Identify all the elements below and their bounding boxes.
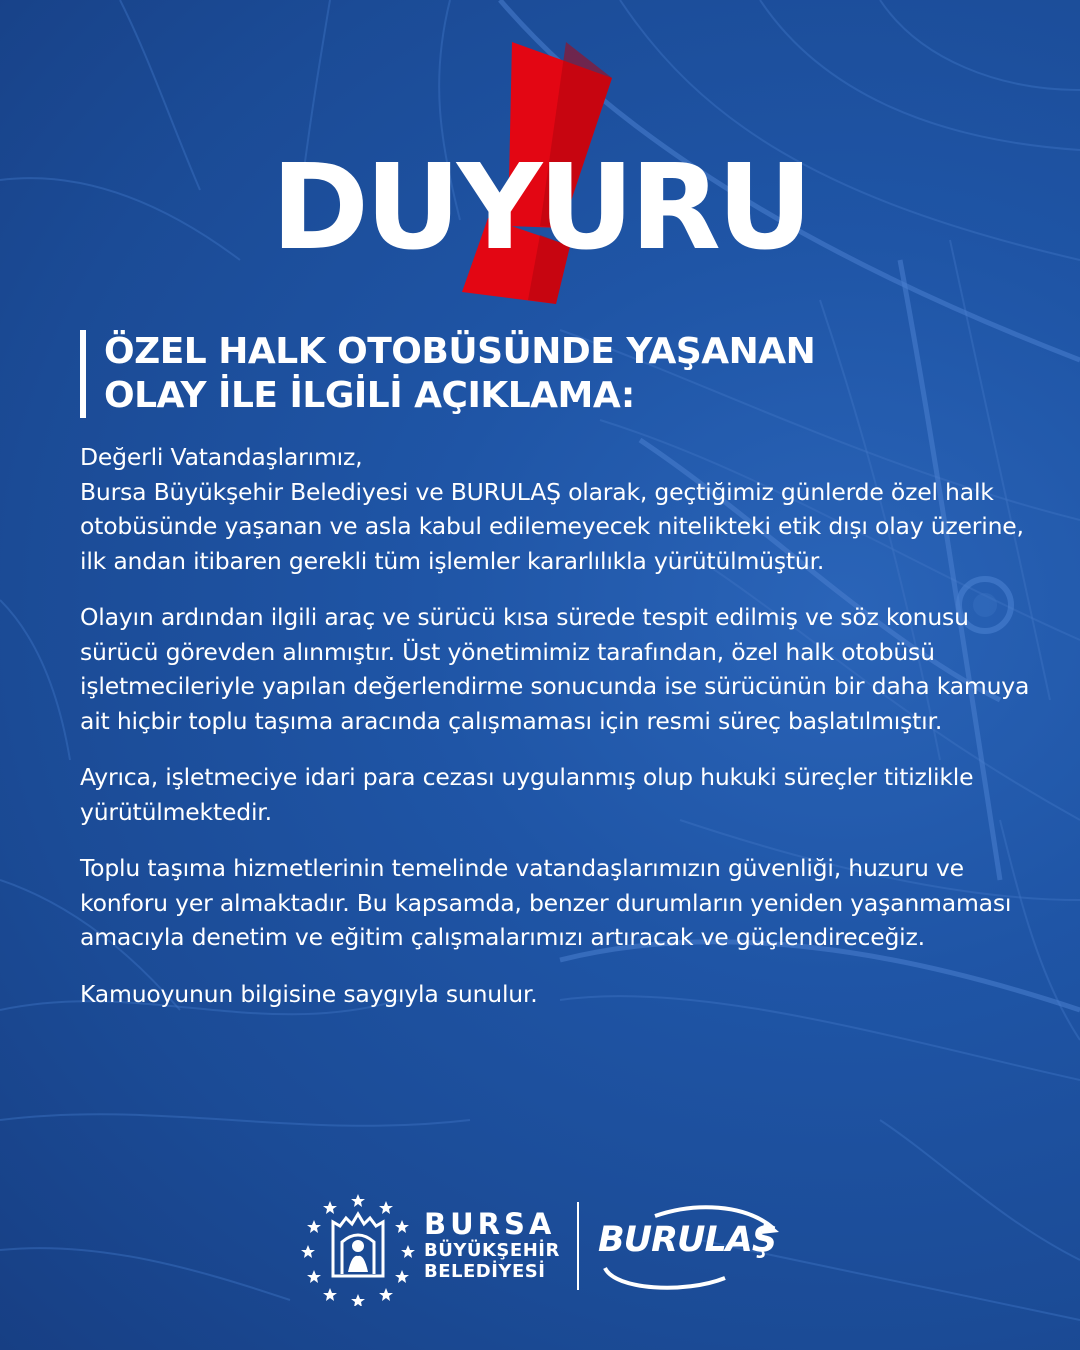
paragraph-greeting — [80, 440, 1030, 578]
headline-line-1: ÖZEL HALK OTOBÜSÜNDE YAŞANAN — [104, 331, 816, 372]
footer-logos — [0, 1190, 1080, 1310]
bbb-line-1: BURSA — [424, 1207, 556, 1241]
statement-body — [80, 440, 1030, 1033]
paragraph-4: Toplu taşıma hizmetlerinin temelinde vatandaşlarımızın güvenliği, huzuru ve konforu yer almaktadır. Bu kapsamda, benzer durumların yeniden yaşanmaması amacıyla denetim ve eğitim çalışmalarımızı artıracak ve güçlendireceğiz. — [80, 854, 1012, 951]
headline-line-2: OLAY İLE İLGİLİ AÇIKLAMA: — [104, 375, 635, 416]
paragraph-closing: Kamuoyunun bilgisine saygıyla sunulur. — [80, 979, 538, 1008]
bursa-municipality-wordmark — [424, 1207, 560, 1282]
bursa-emblem-icon — [300, 1190, 416, 1306]
statement-headline — [80, 330, 1044, 418]
bbb-line-2: BÜYÜKŞEHİR — [424, 1240, 560, 1261]
paragraph-1-text: Bursa Büyükşehir Belediyesi ve BURULAŞ olarak, geçtiğimiz günlerde özel halk otobüsünde yaşanan ve asla kabul edilemeyecek nitelikteki etik dışı olay üzerine, ilk andan itibaren gerekli tüm işlemler kararlılıkla yürütülmüştür. — [80, 477, 1024, 575]
greeting-line: Değerli Vatandaşlarımız, — [80, 443, 363, 471]
logo-divider — [577, 1202, 579, 1290]
paragraph-2: Olayın ardından ilgili araç ve sürücü kısa sürede tespit edilmiş ve söz konusu sürücü görevden alınmıştır. Üst yönetimimiz tarafından, özel halk otobüsü işletmecileriyle yapılan değerlendirme sonucunda ise sürücünün bir daha kamuya ait hiçbir toplu taşıma aracında çalışmaması için resmi süreç başlatılmıştır. — [80, 603, 1030, 735]
announcement-hero — [0, 30, 1080, 330]
announcement-title: DUYURU — [271, 138, 809, 276]
bbb-line-3: BELEDİYESİ — [424, 1261, 546, 1282]
paragraph-3: Ayrıca, işletmeciye idari para cezası uygulanmış olup hukuki süreçler titizlikle yürütülmektedir. — [80, 763, 974, 826]
burulas-logo: BURULAŞ — [598, 1220, 777, 1260]
